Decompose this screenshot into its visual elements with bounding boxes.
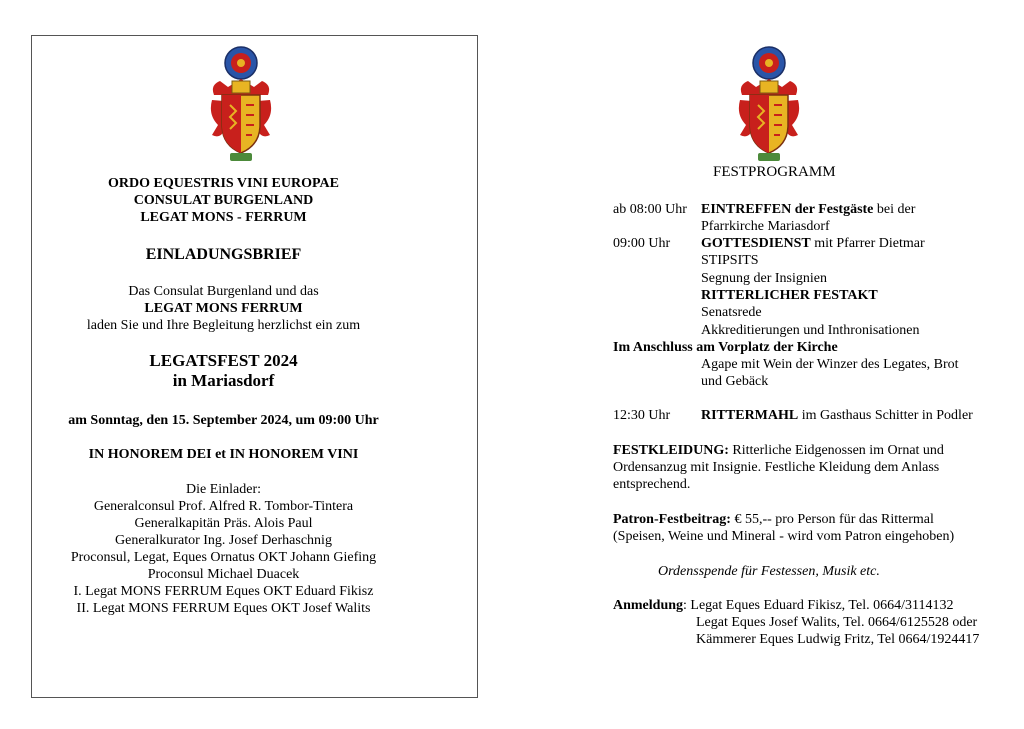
program-detail: Senatsrede	[701, 305, 762, 320]
inviter: Generalkapitän Präs. Alois Paul	[134, 516, 313, 531]
inviter: Proconsul Michael Duacek	[147, 567, 300, 582]
program-detail: Pfarrkirche Mariasdorf	[701, 219, 830, 234]
program-detail: Akkreditierungen und Inthronisationen	[701, 323, 920, 338]
inviter: I. Legat MONS FERRUM Eques OKT Eduard Fikisz	[73, 584, 374, 599]
event-date: am Sonntag, den 15. September 2024, um 09:00 Uhr	[68, 413, 379, 428]
program-time: 12:30 Uhr	[613, 408, 671, 423]
inviter: II. Legat MONS FERRUM Eques OKT Josef Walits	[76, 601, 371, 616]
program-title: FESTPROGRAMM	[713, 164, 836, 180]
event-location: in Mariasdorf	[172, 371, 275, 390]
dress-code-detail: entsprechend.	[613, 477, 691, 492]
inviters-label: Die Einlader:	[185, 482, 262, 497]
motto: IN HONOREM DEI et IN HONOREM VINI	[88, 447, 359, 462]
intro-line-3: laden Sie und Ihre Begleitung herzlichst ein zum	[86, 318, 361, 333]
program-item-agape: Im Anschluss am Vorplatz der Kirche	[613, 340, 838, 355]
coat-of-arms-left	[210, 45, 272, 163]
program-time: 09:00 Uhr	[613, 236, 671, 251]
consulat-name: CONSULAT BURGENLAND	[133, 193, 314, 208]
intro-line-2: LEGAT MONS FERRUM	[144, 301, 303, 316]
intro-line-1: Das Consulat Burgenland und das	[128, 284, 319, 299]
registration-contact: Legat Eques Josef Walits, Tel. 0664/6125528 oder	[696, 615, 978, 630]
invitation-title: EINLADUNGSBRIEF	[145, 246, 302, 263]
program-item-arrival: EINTREFFEN der Festgäste bei der	[701, 202, 916, 217]
legat-name: LEGAT MONS - FERRUM	[140, 210, 307, 225]
registration-contact: Kämmerer Eques Ludwig Fritz, Tel 0664/1924417	[696, 632, 980, 647]
inviter: Generalconsul Prof. Alfred R. Tombor-Tintera	[93, 499, 354, 514]
inviter: Proconsul, Legat, Eques Ornatus OKT Johann Giefing	[70, 550, 377, 565]
program-item-dinner: RITTERMAHL im Gasthaus Schitter in Podler	[701, 408, 973, 423]
program-detail: und Gebäck	[701, 374, 769, 389]
registration: Anmeldung: Legat Eques Eduard Fikisz, Tel. 0664/3114132	[613, 598, 954, 613]
program-detail: Agape mit Wein der Winzer des Legates, Brot	[701, 357, 959, 372]
program-item-ceremony: RITTERLICHER FESTAKT	[701, 288, 878, 303]
fee: Patron-Festbeitrag: € 55,-- pro Person für das Rittermal	[613, 512, 934, 527]
donation-note: Ordensspende für Festessen, Musik etc.	[658, 564, 880, 579]
program-time: ab 08:00 Uhr	[613, 202, 687, 217]
order-name: ORDO EQUESTRIS VINI EUROPAE	[108, 176, 339, 191]
program-detail: STIPSITS	[701, 253, 759, 268]
inviter: Generalkurator Ing. Josef Derhaschnig	[115, 533, 332, 548]
dress-code-detail: Ordensanzug mit Insignie. Festliche Kleidung dem Anlass	[613, 460, 940, 475]
coat-of-arms-right	[738, 45, 800, 163]
program-detail: Segnung der Insignien	[701, 271, 827, 286]
fee-detail: (Speisen, Weine und Mineral - wird vom Patron eingehoben)	[613, 529, 955, 544]
program-item-mass: GOTTESDIENST mit Pfarrer Dietmar	[701, 236, 925, 251]
dress-code: FESTKLEIDUNG: Ritterliche Eidgenossen im Ornat und	[613, 443, 944, 458]
event-title: LEGATSFEST 2024	[149, 351, 298, 370]
